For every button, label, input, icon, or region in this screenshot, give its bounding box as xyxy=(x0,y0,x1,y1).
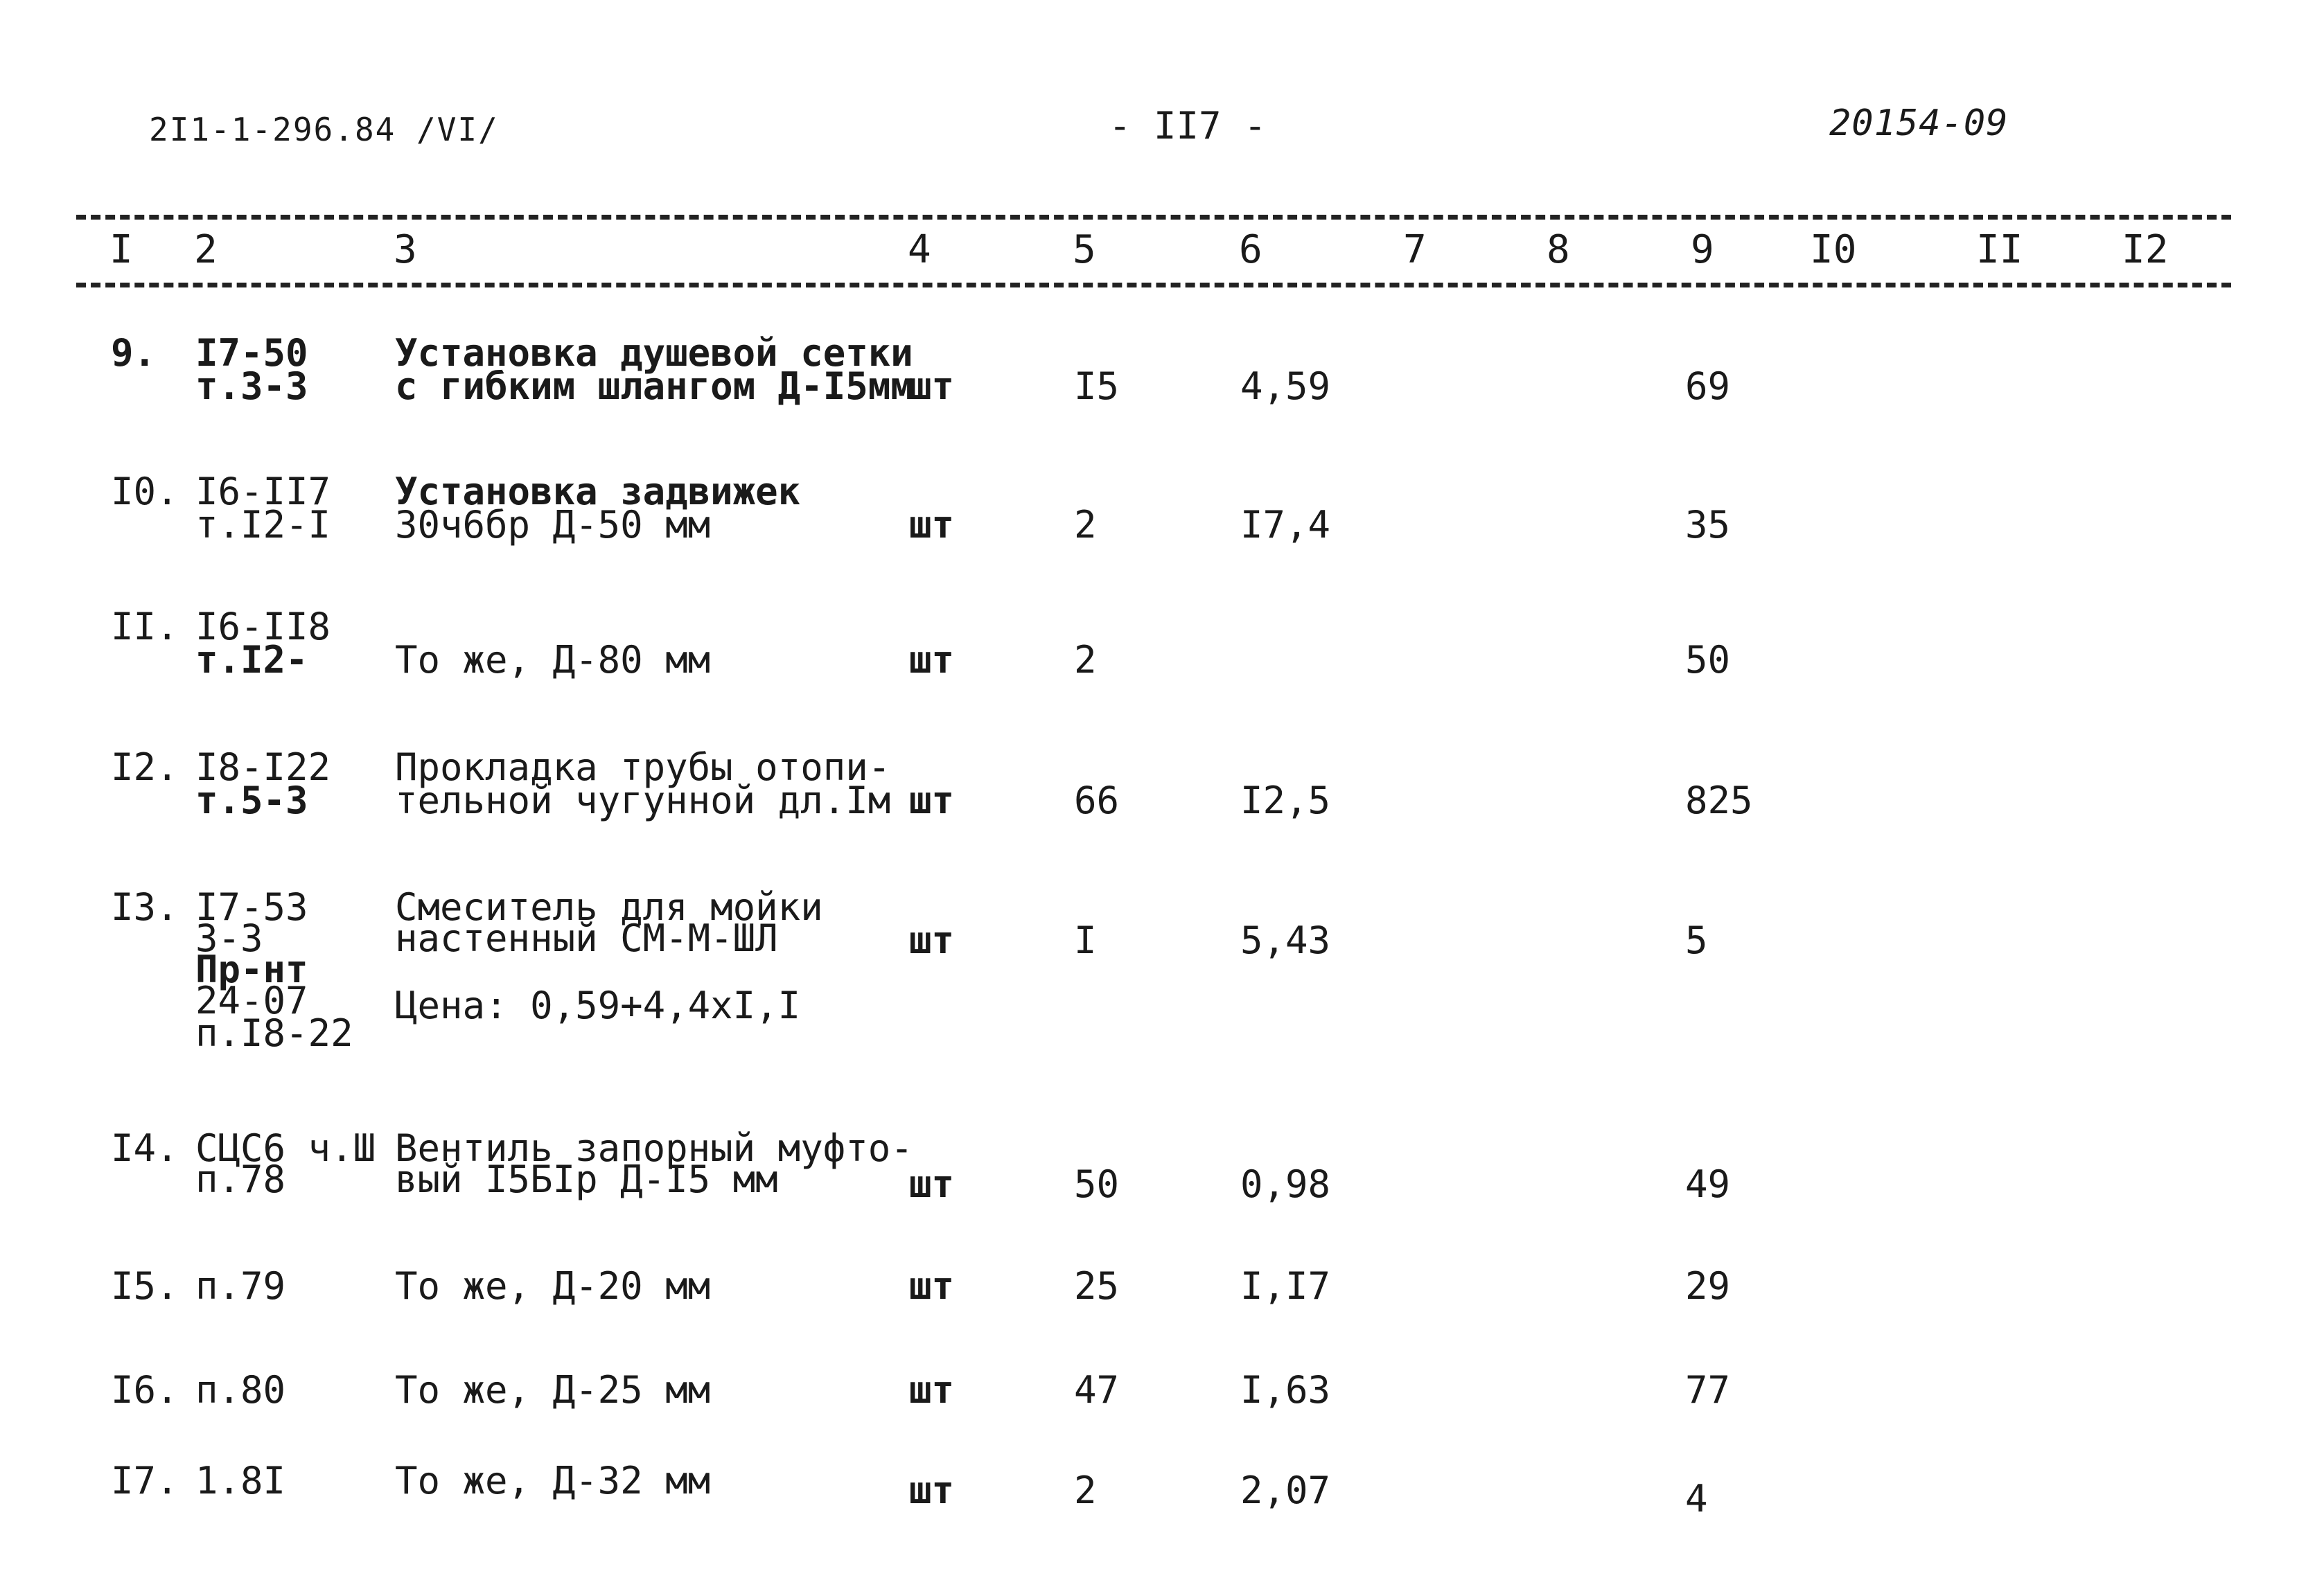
ref-line: п.80 xyxy=(195,1368,286,1412)
column-header: 9 xyxy=(1691,227,1714,272)
total: 35 xyxy=(1685,503,1731,547)
description-line: То же, Д-20 мм xyxy=(395,1264,711,1308)
column-header: 8 xyxy=(1547,227,1570,272)
unit-price: I2,5 xyxy=(1240,779,1331,822)
total: 77 xyxy=(1685,1368,1731,1412)
unit-price: 4,59 xyxy=(1240,364,1331,408)
ref-line: п.79 xyxy=(195,1264,286,1308)
ref-line: I7-53 xyxy=(195,885,308,929)
description-line: Смеситель для мойки xyxy=(395,885,823,929)
unit: шт xyxy=(909,919,955,962)
unit: шт xyxy=(909,779,955,822)
column-header: 5 xyxy=(1073,227,1096,272)
total: 825 xyxy=(1685,779,1753,822)
unit: шт xyxy=(909,1162,955,1206)
total: 50 xyxy=(1685,638,1731,682)
description-line: Вентиль запорный муфто- xyxy=(395,1126,913,1170)
column-header: 4 xyxy=(908,227,931,272)
page-number: - II7 - xyxy=(1109,104,1267,148)
unit: шт xyxy=(909,364,955,408)
unit-price: I7,4 xyxy=(1240,503,1331,547)
unit: шт xyxy=(909,638,955,682)
unit-price: I,63 xyxy=(1240,1368,1331,1412)
column-header: 2 xyxy=(194,227,218,272)
ref-line: I8-I22 xyxy=(195,745,331,789)
row-number: I6. xyxy=(111,1368,179,1412)
ref-line: Пр-нт xyxy=(195,948,308,991)
description-line: 30ч6бр Д-50 мм xyxy=(395,503,711,547)
unit: шт xyxy=(909,1264,955,1308)
unit-price: 5,43 xyxy=(1240,919,1331,962)
unit: шт xyxy=(909,1368,955,1412)
ref-line: I6-II8 xyxy=(195,605,331,648)
total: 49 xyxy=(1685,1162,1731,1206)
description-line: Прокладка трубы отопи- xyxy=(395,745,891,789)
column-header: II xyxy=(1976,227,2023,272)
ref-line: 1.8I xyxy=(195,1459,286,1502)
description-line: вый I5БIр Д-I5 мм xyxy=(395,1158,778,1201)
row-number: I2. xyxy=(111,745,179,789)
row-number: I3. xyxy=(111,885,179,929)
description-line: с гибким шлангом Д-I5мм xyxy=(395,364,913,408)
quantity: 66 xyxy=(1074,779,1120,822)
table-top-divider xyxy=(76,215,2231,220)
document-reference: 2I1-1-296.84 /VI/ xyxy=(149,111,499,148)
ref-line: п.I8-22 xyxy=(195,1011,353,1055)
unit: шт xyxy=(909,1469,955,1512)
description-line: Установка задвижек xyxy=(395,470,801,513)
column-header: 6 xyxy=(1239,227,1262,272)
ref-line: п.78 xyxy=(195,1158,286,1201)
price-formula: Цена: 0,59+4,4хI,I xyxy=(395,984,801,1027)
quantity: I5 xyxy=(1074,364,1120,408)
quantity: 2 xyxy=(1074,1469,1097,1512)
ref-line: т.5-3 xyxy=(195,779,308,822)
ref-line: т.I2- xyxy=(195,638,308,682)
ref-line: т.I2-I xyxy=(195,503,331,547)
quantity: 25 xyxy=(1074,1264,1120,1308)
row-number: I5. xyxy=(111,1264,179,1308)
description-line: То же, Д-32 мм xyxy=(395,1459,711,1502)
document-code: 20154-09 xyxy=(1829,103,2009,144)
total: 4 xyxy=(1685,1477,1708,1520)
quantity: 2 xyxy=(1074,503,1097,547)
row-number: I7. xyxy=(111,1459,179,1502)
row-number: 9. xyxy=(111,331,157,375)
ref-line: 3-3 xyxy=(195,916,263,960)
column-header: 3 xyxy=(394,227,417,272)
table-header-divider xyxy=(76,283,2231,287)
description-line: То же, Д-80 мм xyxy=(395,638,711,682)
description-line: настенный СМ-М-ШЛ xyxy=(395,916,778,960)
unit-price: 0,98 xyxy=(1240,1162,1331,1206)
quantity: I xyxy=(1074,919,1097,962)
total: 5 xyxy=(1685,919,1708,962)
row-number: I0. xyxy=(111,470,179,513)
total: 29 xyxy=(1685,1264,1731,1308)
description-line: То же, Д-25 мм xyxy=(395,1368,711,1412)
column-header: 7 xyxy=(1403,227,1427,272)
unit-price: I,I7 xyxy=(1240,1264,1331,1308)
ref-line: 24-07 xyxy=(195,979,308,1022)
quantity: 47 xyxy=(1074,1368,1120,1412)
total: 69 xyxy=(1685,364,1731,408)
description-line: Установка душевой сетки xyxy=(395,331,913,375)
row-number: II. xyxy=(111,605,179,648)
ref-line: I6-II7 xyxy=(195,470,331,513)
ref-line: т.3-3 xyxy=(195,364,308,408)
column-header: I0 xyxy=(1810,227,1857,272)
ref-line: I7-50 xyxy=(195,331,308,375)
row-number: I4. xyxy=(111,1126,179,1170)
unit-price: 2,07 xyxy=(1240,1469,1331,1512)
unit: шт xyxy=(909,503,955,547)
column-header: I2 xyxy=(2122,227,2169,272)
column-header: I xyxy=(109,227,133,272)
description-line: тельной чугунной дл.Iм xyxy=(395,779,891,822)
ref-line: СЦС6 ч.Ш xyxy=(195,1126,376,1170)
quantity: 50 xyxy=(1074,1162,1120,1206)
quantity: 2 xyxy=(1074,638,1097,682)
